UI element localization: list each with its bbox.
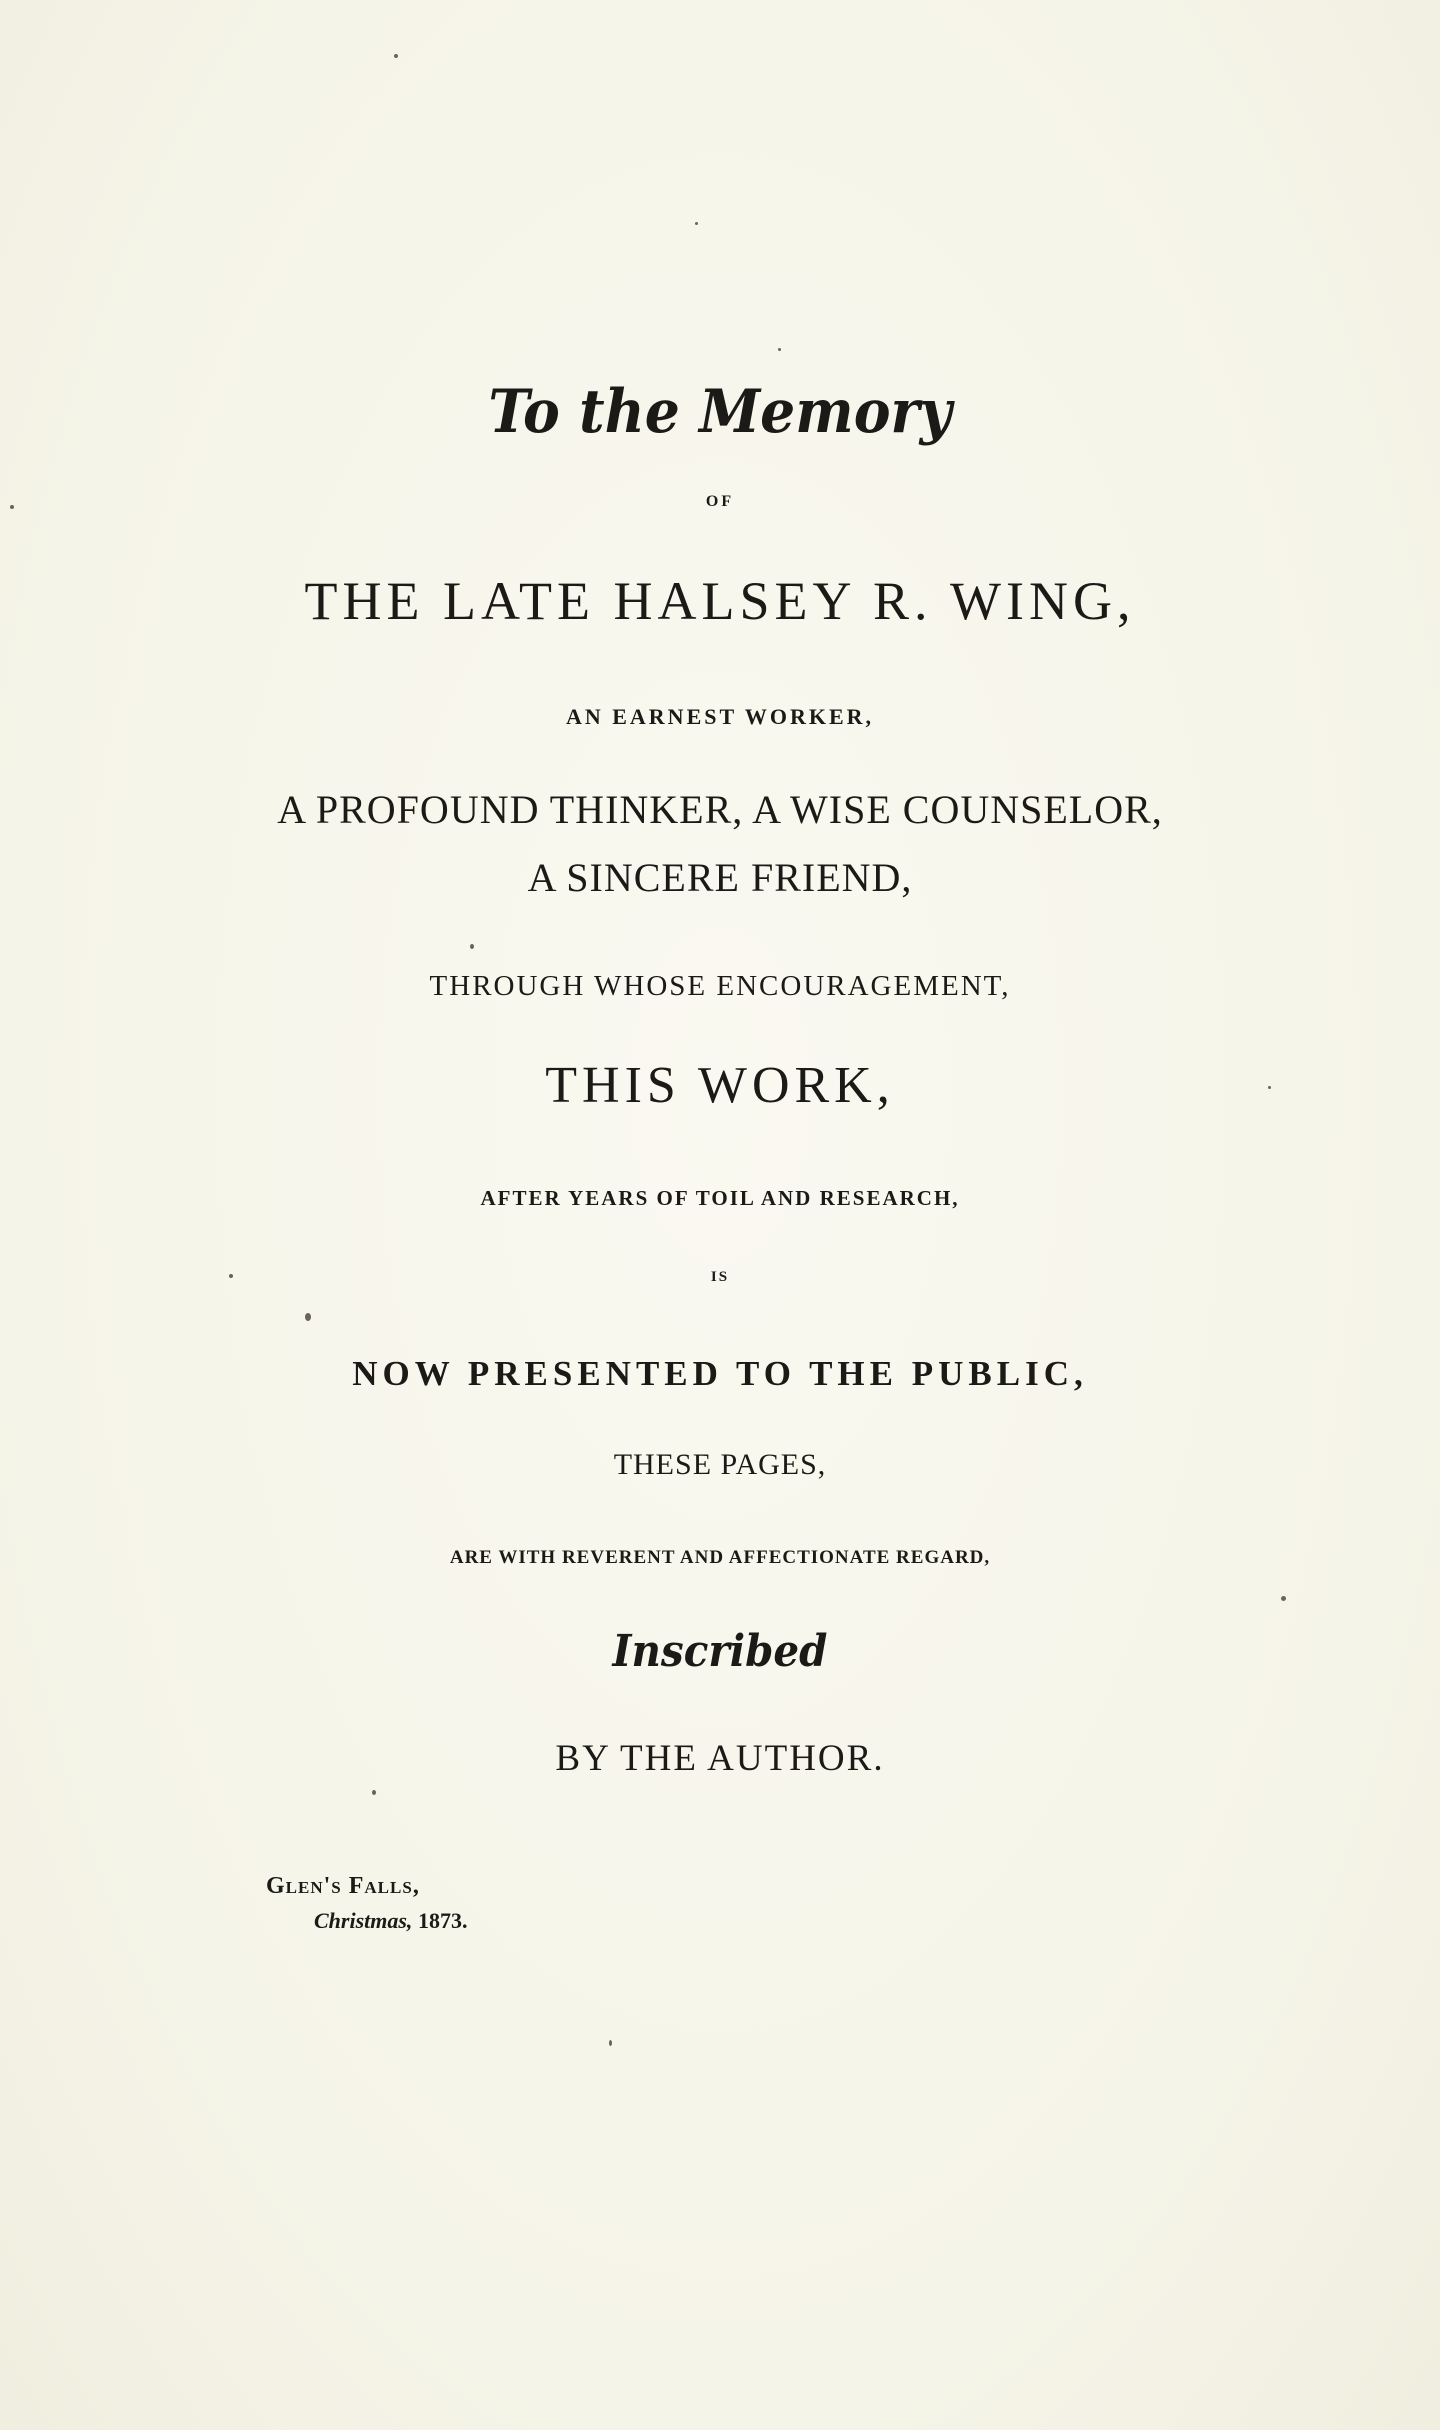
- toil-research-line: AFTER YEARS OF TOIL AND RESEARCH,: [480, 1186, 960, 1210]
- is-line: IS: [710, 1269, 730, 1285]
- this-work-line: THIS WORK,: [545, 1057, 895, 1114]
- presented-line: NOW PRESENTED TO THE PUBLIC,: [352, 1354, 1088, 1393]
- paper-speck: [394, 54, 398, 58]
- paper-speck: [1281, 1596, 1286, 1601]
- paper-speck: [10, 505, 14, 509]
- earnest-worker-line: AN EARNEST WORKER,: [565, 704, 875, 729]
- profound-thinker-line: A PROFOUND THINKER, A WISE COUNSELOR,: [277, 787, 1163, 832]
- by-the-author-line: BY THE AUTHOR.: [555, 1738, 885, 1779]
- dedication-heading: To the Memory: [488, 377, 952, 447]
- paper-speck: [229, 1274, 233, 1278]
- paper-speck: [305, 1313, 311, 1321]
- imprint-date-italic: Christmas,: [314, 1908, 413, 1933]
- reverent-regard-line: ARE WITH REVERENT AND AFFECTIONATE REGARD,: [449, 1547, 991, 1568]
- imprint-year: 1873.: [417, 1908, 468, 1933]
- paper-speck: [470, 944, 474, 949]
- encouragement-line: THROUGH WHOSE ENCOURAGEMENT,: [429, 970, 1011, 1002]
- paper-speck: [609, 2040, 612, 2046]
- imprint-date: [314, 1910, 467, 1932]
- honoree-name: THE LATE HALSEY R. WING,: [304, 571, 1136, 631]
- inscribed-word: Inscribed: [612, 1626, 828, 1677]
- sincere-friend-line: A SINCERE FRIEND,: [527, 855, 913, 900]
- these-pages-line: THESE PAGES,: [613, 1448, 827, 1481]
- paper-speck: [778, 348, 781, 351]
- paper-speck: [372, 1790, 376, 1795]
- paper-speck: [1268, 1086, 1271, 1089]
- paper-speck: [695, 222, 698, 225]
- imprint-place: Glen's Falls,: [266, 1873, 420, 1899]
- of-line: OF: [705, 493, 735, 510]
